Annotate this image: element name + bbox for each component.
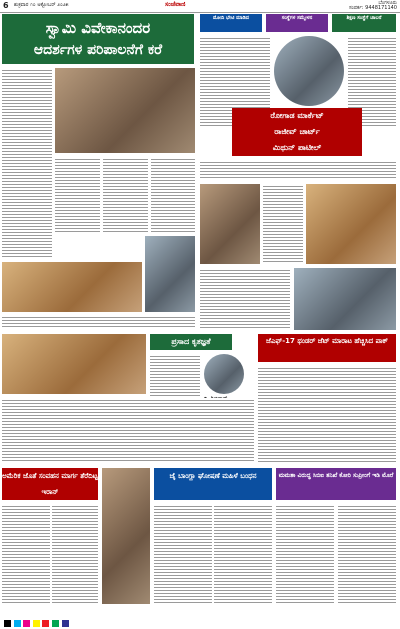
swatch-7 — [62, 620, 69, 627]
lower-left-text-2 — [52, 504, 98, 604]
lower-center-headline: ಜೈ ಬಾಂಗ್ಲಾ ಘೋಷಣೆ ಮಹಿಳೆ ಬಂಧನ — [154, 468, 272, 500]
mid-right-photo-2 — [306, 184, 396, 264]
middle-right-heading: ಜೆಎಫ್-17 ಥಂಡರ್ ಜೆಟ್ ಮಾರಾಟ ಹೆಚ್ಚಿಸಿದ ಪಾಕ್ — [258, 334, 396, 362]
feature-banner-line3: ಮಿಥುನ್ ಪಾಟೀಲ್ — [272, 143, 322, 152]
swatch-4 — [33, 620, 40, 627]
swatch-1 — [4, 620, 11, 627]
feature-text-bottom — [200, 160, 396, 180]
color-swatches — [4, 620, 70, 629]
mid-right-photo-3 — [294, 268, 396, 330]
swatch-2 — [14, 620, 21, 627]
feature-banner-line1: ರೋಗಾಡ ಮಾರ್ಕೆಟ್ — [270, 111, 324, 120]
top-tag-2: ಸಂಸ್ಥೆಗಳ ಸಮ್ಮೇಳನ — [266, 14, 328, 32]
photo-caption — [2, 315, 195, 329]
mid-right-text-1 — [263, 184, 303, 264]
lead-text-column-3 — [103, 157, 148, 232]
swatch-5 — [42, 620, 49, 627]
lower-left-text-1 — [2, 504, 50, 604]
middle-wide-text — [2, 398, 254, 462]
middle-portrait — [204, 354, 244, 394]
top-tag-3: ಶಿಕ್ಷಣ ಸಂಸ್ಥೆಗೆ ಚಾಲನೆ — [332, 14, 396, 32]
lead-text-column-4 — [151, 157, 195, 232]
feature-banner — [232, 108, 362, 156]
middle-left-photo — [2, 334, 146, 394]
lower-center-text-1 — [154, 504, 212, 604]
lead-headline-line2: ಆದರ್ಶಗಳ ಪರಿಪಾಲನೆಗೆ ಕರೆ — [33, 42, 163, 58]
issue-date: ಶುಕ್ರವಾರ ೧೦ ಅಕ್ಟೋಬರ್ ೨೦೨೫ — [14, 2, 69, 8]
mid-right-photo-1 — [200, 184, 260, 264]
print-color-bar — [0, 619, 400, 629]
lower-left-headline: ಅಮೆರಿಕ ಜೊತೆ ಸಂವಹನ ಮಾರ್ಗ ತೆರೆದಿಟ್ಟ ಇರಾನ್ — [2, 468, 98, 500]
top-tag-1: ಮೋದಿ ಭೇಟಿ ಮಾಡಿದ — [200, 14, 262, 32]
lower-right-text-1 — [276, 504, 334, 604]
edition-info — [349, 1, 397, 11]
middle-text-1 — [150, 354, 200, 404]
masthead — [0, 0, 400, 13]
edition-contact: ಸಂಪರ್ಕ: 9448171140 — [348, 5, 397, 11]
paper-logo: ಸಂಜೆವಾಣಿ — [165, 1, 186, 8]
lower-left-photo — [102, 468, 150, 604]
page-number: 6 — [3, 1, 9, 10]
lead-headline-bar — [2, 14, 194, 64]
edition-name: ಬೆಂಗಳೂರು — [378, 0, 397, 6]
lead-headline-line1: ಸ್ವಾಮಿ ವಿವೇಕಾನಂದರ — [45, 19, 151, 37]
middle-right-text — [258, 366, 396, 462]
swatch-6 — [52, 620, 59, 627]
lead-photo — [55, 68, 195, 153]
lower-center-text-2 — [214, 504, 272, 604]
swatch-3 — [23, 620, 30, 627]
feature-banner-line2: ರಾಜೀವ್ ಚಾರ್ಟ್ — [274, 127, 320, 136]
lead-text-column-2 — [55, 157, 100, 232]
middle-left-heading: ಪ್ರಸಾದ ಕೃತಜ್ಞತೆ — [150, 334, 232, 350]
lead-text-column-1 — [2, 68, 52, 258]
mid-right-text-2 — [200, 268, 290, 330]
lower-right-headline: ಮಮತಾ ವಿರುದ್ಧ ಸಿಬಿಐ ತನಿಖೆ ಕೋರಿ ಸುಪ್ರೀಂಗೆ ಇಡಿ ಮೊರೆ — [276, 468, 396, 500]
side-photo — [145, 236, 195, 312]
group-photo — [2, 262, 142, 312]
feature-portrait — [274, 36, 344, 106]
lower-right-text-2 — [338, 504, 396, 604]
